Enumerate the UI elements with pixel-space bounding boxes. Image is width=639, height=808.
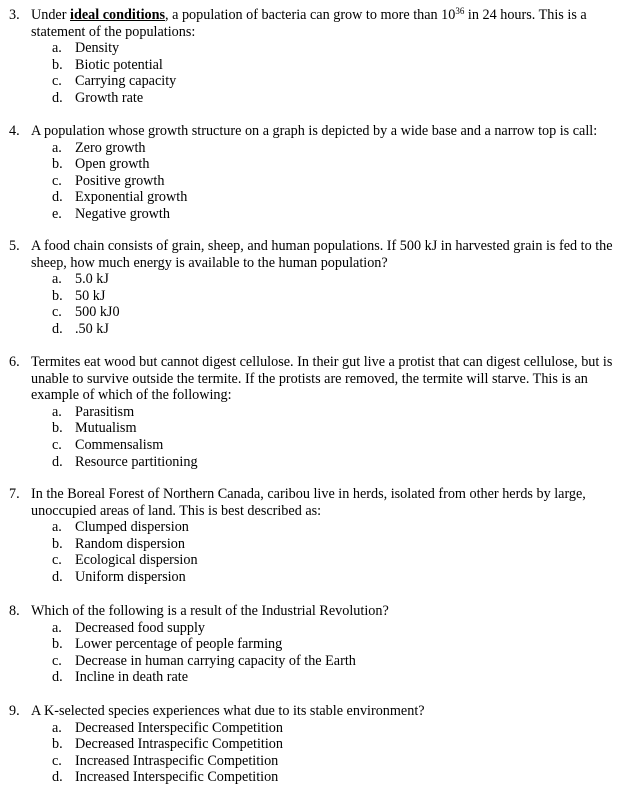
option-letter: b.	[52, 156, 63, 173]
option-letter: a.	[52, 619, 62, 636]
question-text: A food chain consists of grain, sheep, and human populations. If 500 kJ in harvested grain is fed to the sheep, how much energy is available to the human population?	[31, 238, 613, 271]
option-text: 50 kJ	[75, 287, 106, 304]
options-list	[0, 620, 632, 686]
option	[0, 569, 632, 586]
question-text: Under ideal conditions, a population of bacteria can grow to more than $10^{36}$ in 24 hours. This is a statement of the populations:	[31, 6, 587, 40]
option	[0, 437, 632, 454]
option-letter: c.	[52, 172, 62, 189]
option	[0, 321, 632, 338]
option-text: Uniform dispersion	[75, 568, 186, 585]
question-text: A K-selected species experiences what due to its stable environment?	[31, 703, 425, 719]
option	[0, 620, 632, 637]
option-letter: d.	[52, 453, 63, 470]
option	[0, 653, 632, 670]
option-letter: c.	[52, 752, 62, 769]
option	[0, 536, 632, 553]
option-letter: b.	[52, 535, 63, 552]
question-number: 4.	[9, 123, 20, 139]
question-number: 5.	[9, 238, 20, 254]
option	[0, 288, 632, 305]
exponent: 36	[455, 6, 465, 16]
emphasis-text: ideal conditions	[70, 7, 166, 23]
options-list	[0, 404, 632, 470]
option-letter: c.	[52, 73, 62, 90]
question-text: Which of the following is a result of the Industrial Revolution?	[31, 603, 389, 619]
option-text: Decrease in human carrying capacity of the Earth	[75, 652, 356, 669]
option-text: Mutualism	[75, 420, 137, 437]
option-letter: d.	[52, 89, 63, 106]
option	[0, 156, 632, 173]
option-letter: d.	[52, 568, 63, 585]
option	[0, 90, 632, 107]
question-4	[0, 123, 632, 223]
option-text: Zero growth	[75, 139, 146, 156]
option-text: Carrying capacity	[75, 73, 177, 90]
option-text: Open growth	[75, 156, 150, 173]
option-text: 500 kJ0	[75, 304, 120, 321]
option-letter: c.	[52, 304, 62, 321]
option-text: Biotic potential	[75, 56, 163, 73]
option-letter: a.	[52, 519, 62, 536]
option-letter: b.	[52, 420, 63, 437]
option-text: Lower percentage of people farming	[75, 636, 283, 653]
question-text: Termites eat wood but cannot digest cellulose. In their gut live a protist that can digest cellulose, but is unable to survive outside the termite. If the protists are removed, the termite will starve. This is an example of which of the following:	[31, 354, 613, 404]
options-list	[0, 140, 632, 223]
option-letter: c.	[52, 552, 62, 569]
option	[0, 519, 632, 536]
option-text: Clumped dispersion	[75, 519, 189, 536]
option-letter: d.	[52, 189, 63, 206]
option	[0, 552, 632, 569]
option	[0, 173, 632, 190]
question-number: 6.	[9, 354, 20, 370]
option-text: Increased Intraspecific Competition	[75, 752, 279, 769]
option	[0, 736, 632, 753]
option-letter: b.	[52, 736, 63, 753]
option-text: Parasitism	[75, 403, 135, 420]
option	[0, 404, 632, 421]
option	[0, 40, 632, 57]
option	[0, 57, 632, 74]
option-letter: b.	[52, 287, 63, 304]
question-text: In the Boreal Forest of Northern Canada, caribou live in herds, isolated from other herds by large, unoccupied areas of land. This is best described as:	[31, 486, 586, 519]
option	[0, 206, 632, 223]
option-text: Density	[75, 40, 120, 57]
option-text: Decreased Interspecific Competition	[75, 719, 283, 736]
question-number: 8.	[9, 603, 20, 619]
options-list	[0, 40, 632, 106]
question-9	[0, 703, 632, 786]
option-letter: d.	[52, 769, 63, 786]
question-number: 9.	[9, 703, 20, 719]
option-text: Commensalism	[75, 436, 164, 453]
option-text: Exponential growth	[75, 189, 188, 206]
question-text: A population whose growth structure on a graph is depicted by a wide base and a narrow top is call:	[31, 123, 598, 139]
question-3	[0, 7, 632, 107]
option-text: Negative growth	[75, 205, 170, 222]
option-text: Resource partitioning	[75, 453, 198, 470]
option-letter: a.	[52, 139, 62, 156]
option	[0, 753, 632, 770]
option-text: Ecological dispersion	[75, 552, 198, 569]
option-text: .50 kJ	[75, 320, 109, 337]
option	[0, 420, 632, 437]
question-6	[0, 354, 632, 470]
option-letter: b.	[52, 636, 63, 653]
option	[0, 636, 632, 653]
option-text: 5.0 kJ	[75, 271, 109, 288]
option-text: Increased Interspecific Competition	[75, 769, 279, 786]
option	[0, 73, 632, 90]
option-text: Growth rate	[75, 89, 144, 106]
options-list	[0, 720, 632, 786]
option-text: Positive growth	[75, 172, 165, 189]
option-letter: e.	[52, 205, 62, 222]
option-letter: a.	[52, 40, 62, 57]
option	[0, 140, 632, 157]
option	[0, 669, 632, 686]
question-7	[0, 486, 632, 586]
option	[0, 720, 632, 737]
option-text: Decreased Intraspecific Competition	[75, 736, 283, 753]
option	[0, 769, 632, 786]
option-text: Incline in death rate	[75, 669, 189, 686]
option-letter: b.	[52, 56, 63, 73]
option	[0, 189, 632, 206]
option-letter: c.	[52, 436, 62, 453]
options-list	[0, 271, 632, 337]
option	[0, 304, 632, 321]
option-letter: d.	[52, 320, 63, 337]
question-number: 7.	[9, 486, 20, 502]
option-letter: c.	[52, 652, 62, 669]
option-text: Decreased food supply	[75, 619, 206, 636]
question-8	[0, 603, 632, 686]
question-5	[0, 238, 632, 338]
option-letter: a.	[52, 719, 62, 736]
option	[0, 271, 632, 288]
question-number: 3.	[9, 7, 20, 23]
option-text: Random dispersion	[75, 535, 185, 552]
options-list	[0, 519, 632, 585]
option-letter: a.	[52, 271, 62, 288]
option-letter: a.	[52, 403, 62, 420]
option	[0, 454, 632, 471]
option-letter: d.	[52, 669, 63, 686]
